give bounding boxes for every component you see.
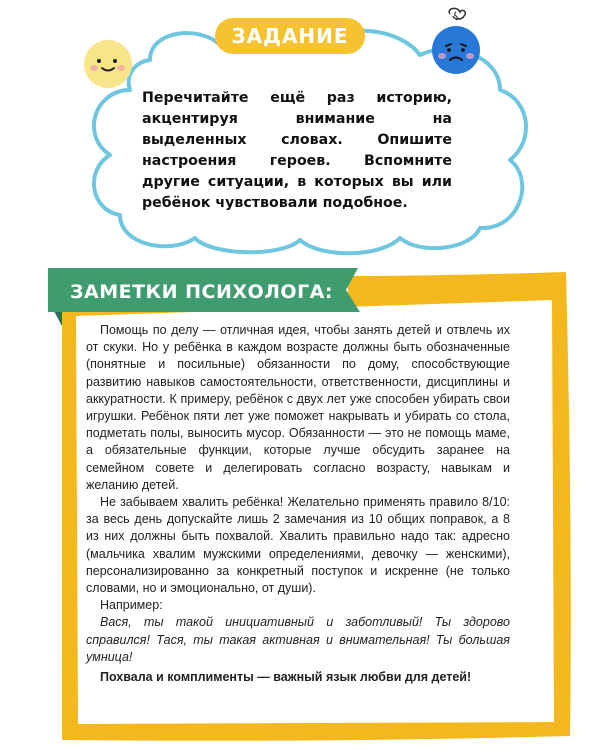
task-title: ЗАДАНИЕ [231, 24, 349, 48]
notes-title: ЗАМЕТКИ ПСИХОЛОГА: [70, 281, 333, 303]
notes-body [86, 322, 510, 686]
closing-statement: Похвала и комплименты — важный язык любви для детей! [100, 670, 472, 685]
notes-paragraph-1: Помощь по делу — отличная идея, чтобы занять детей и отвлечь их от скуки. Но у ребёнка в каждом возрасте должны быть обозначенные (понятные и посильные) обязанности по дому, способствующие развитию навыков самостоятельности, ответственности, дисциплины и аккуратности. К примеру, ребёнок с двух лет уже способен убирать свои игрушки. Ребёнок пяти лет уже поможет накрывать и убирать со стола, подметать полы, выносить мусор. Обязанности — это не помощь маме, а обязательные функции, которые лучше обсудить заранее на семейном совете и делегировать согласно возрасту, навыкам и желанию детей. [86, 323, 510, 492]
example-text: Вася, ты такой инициативный и заботливый! Ты здорово справился! Тася, ты такая активная и внимательная! Ты большая умница! [86, 615, 510, 664]
example-label: Например: [100, 598, 163, 613]
task-text: Перечитайте ещё раз историю, акцентируя внимание на выделенных словах. Опишите настроения героев. Вспомните другие ситуации, в которых вы или ребёнок чувствовали подобное. [142, 90, 452, 211]
notes-paragraph-2: Не забываем хвалить ребёнка! Желательно применять правило 8/10: за весь день допускайте лишь 2 замечания из 10 общих поправок, а 8 из них должны быть похвалой. Хвалить правильно надо так: адресно (мальчика хвалим мужскими определениями, девочку — женскими), персонализированно за конкретный поступок и искренне (не только словами, но и эмоционально, от души). [86, 495, 510, 596]
